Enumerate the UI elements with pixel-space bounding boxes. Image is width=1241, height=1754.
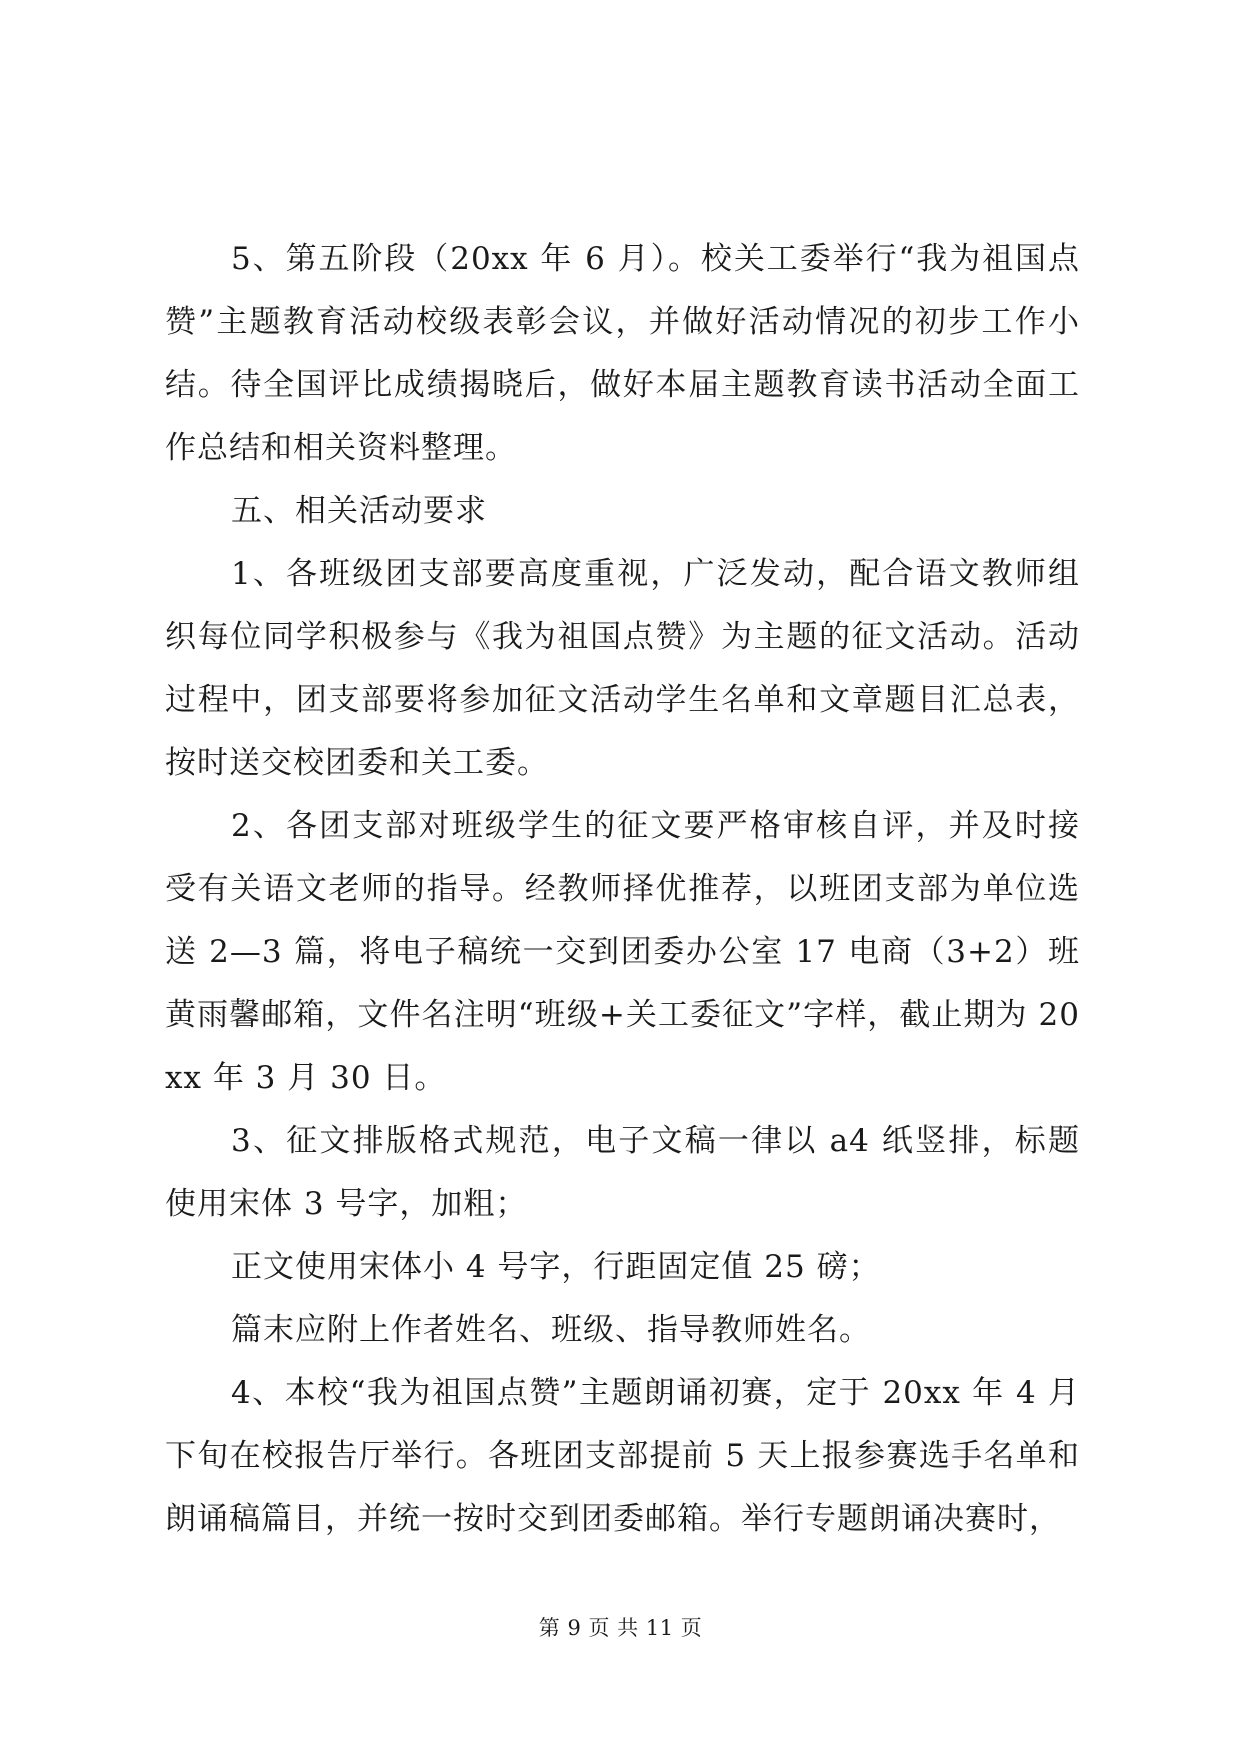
paragraph-requirement-3: 3、征文排版格式规范，电子文稿一律以 a4 纸竖排，标题使用宋体 3 号字，加粗； (165, 1123, 1080, 1222)
paragraph-requirement-4: 4、本校“我为祖国点赞”主题朗诵初赛，定于 20xx 年 4 月下旬在校报告厅举行。各班团支部提前 5 天上报参赛选手名单和朗诵稿篇目，并统一按时交到团委邮箱。举行专题朗诵决赛时， (165, 1375, 1080, 1537)
page-number-footer: 第 9 页 共 11 页 (538, 1616, 703, 1640)
paragraph-requirement-2: 2、各团支部对班级学生的征文要严格审核自评，并及时接受有关语文老师的指导。经教师择优推荐，以班团支部为单位选送 2—3 篇，将电子稿统一交到团委办公室 17 电商（3+2）班黄雨馨邮箱，文件名注明“班级+关工委征文”字样，截止期为 20xx 年 3 月 30 日。 (165, 808, 1080, 1096)
paragraph-stage-five: 5、第五阶段（20xx 年 6 月）。校关工委举行“我为祖国点赞”主题教育活动校级表彰会议，并做好活动情况的初步工作小结。待全国评比成绩揭晓后，做好本届主题教育读书活动全面工作总结和相关资料整理。 (165, 241, 1080, 466)
paragraph-body-font: 正文使用宋体小 4 号字，行距固定值 25 磅； (231, 1249, 881, 1285)
paragraph-author-info: 篇末应附上作者姓名、班级、指导教师姓名。 (231, 1312, 871, 1348)
document-body (165, 228, 1080, 1551)
paragraph-requirement-1: 1、各班级团支部要高度重视，广泛发动，配合语文教师组织每位同学积极参与《我为祖国点赞》为主题的征文活动。活动过程中，团支部要将参加征文活动学生名单和文章题目汇总表，按时送交校团委和关工委。 (165, 556, 1080, 781)
section-heading-requirements: 五、相关活动要求 (231, 493, 487, 529)
